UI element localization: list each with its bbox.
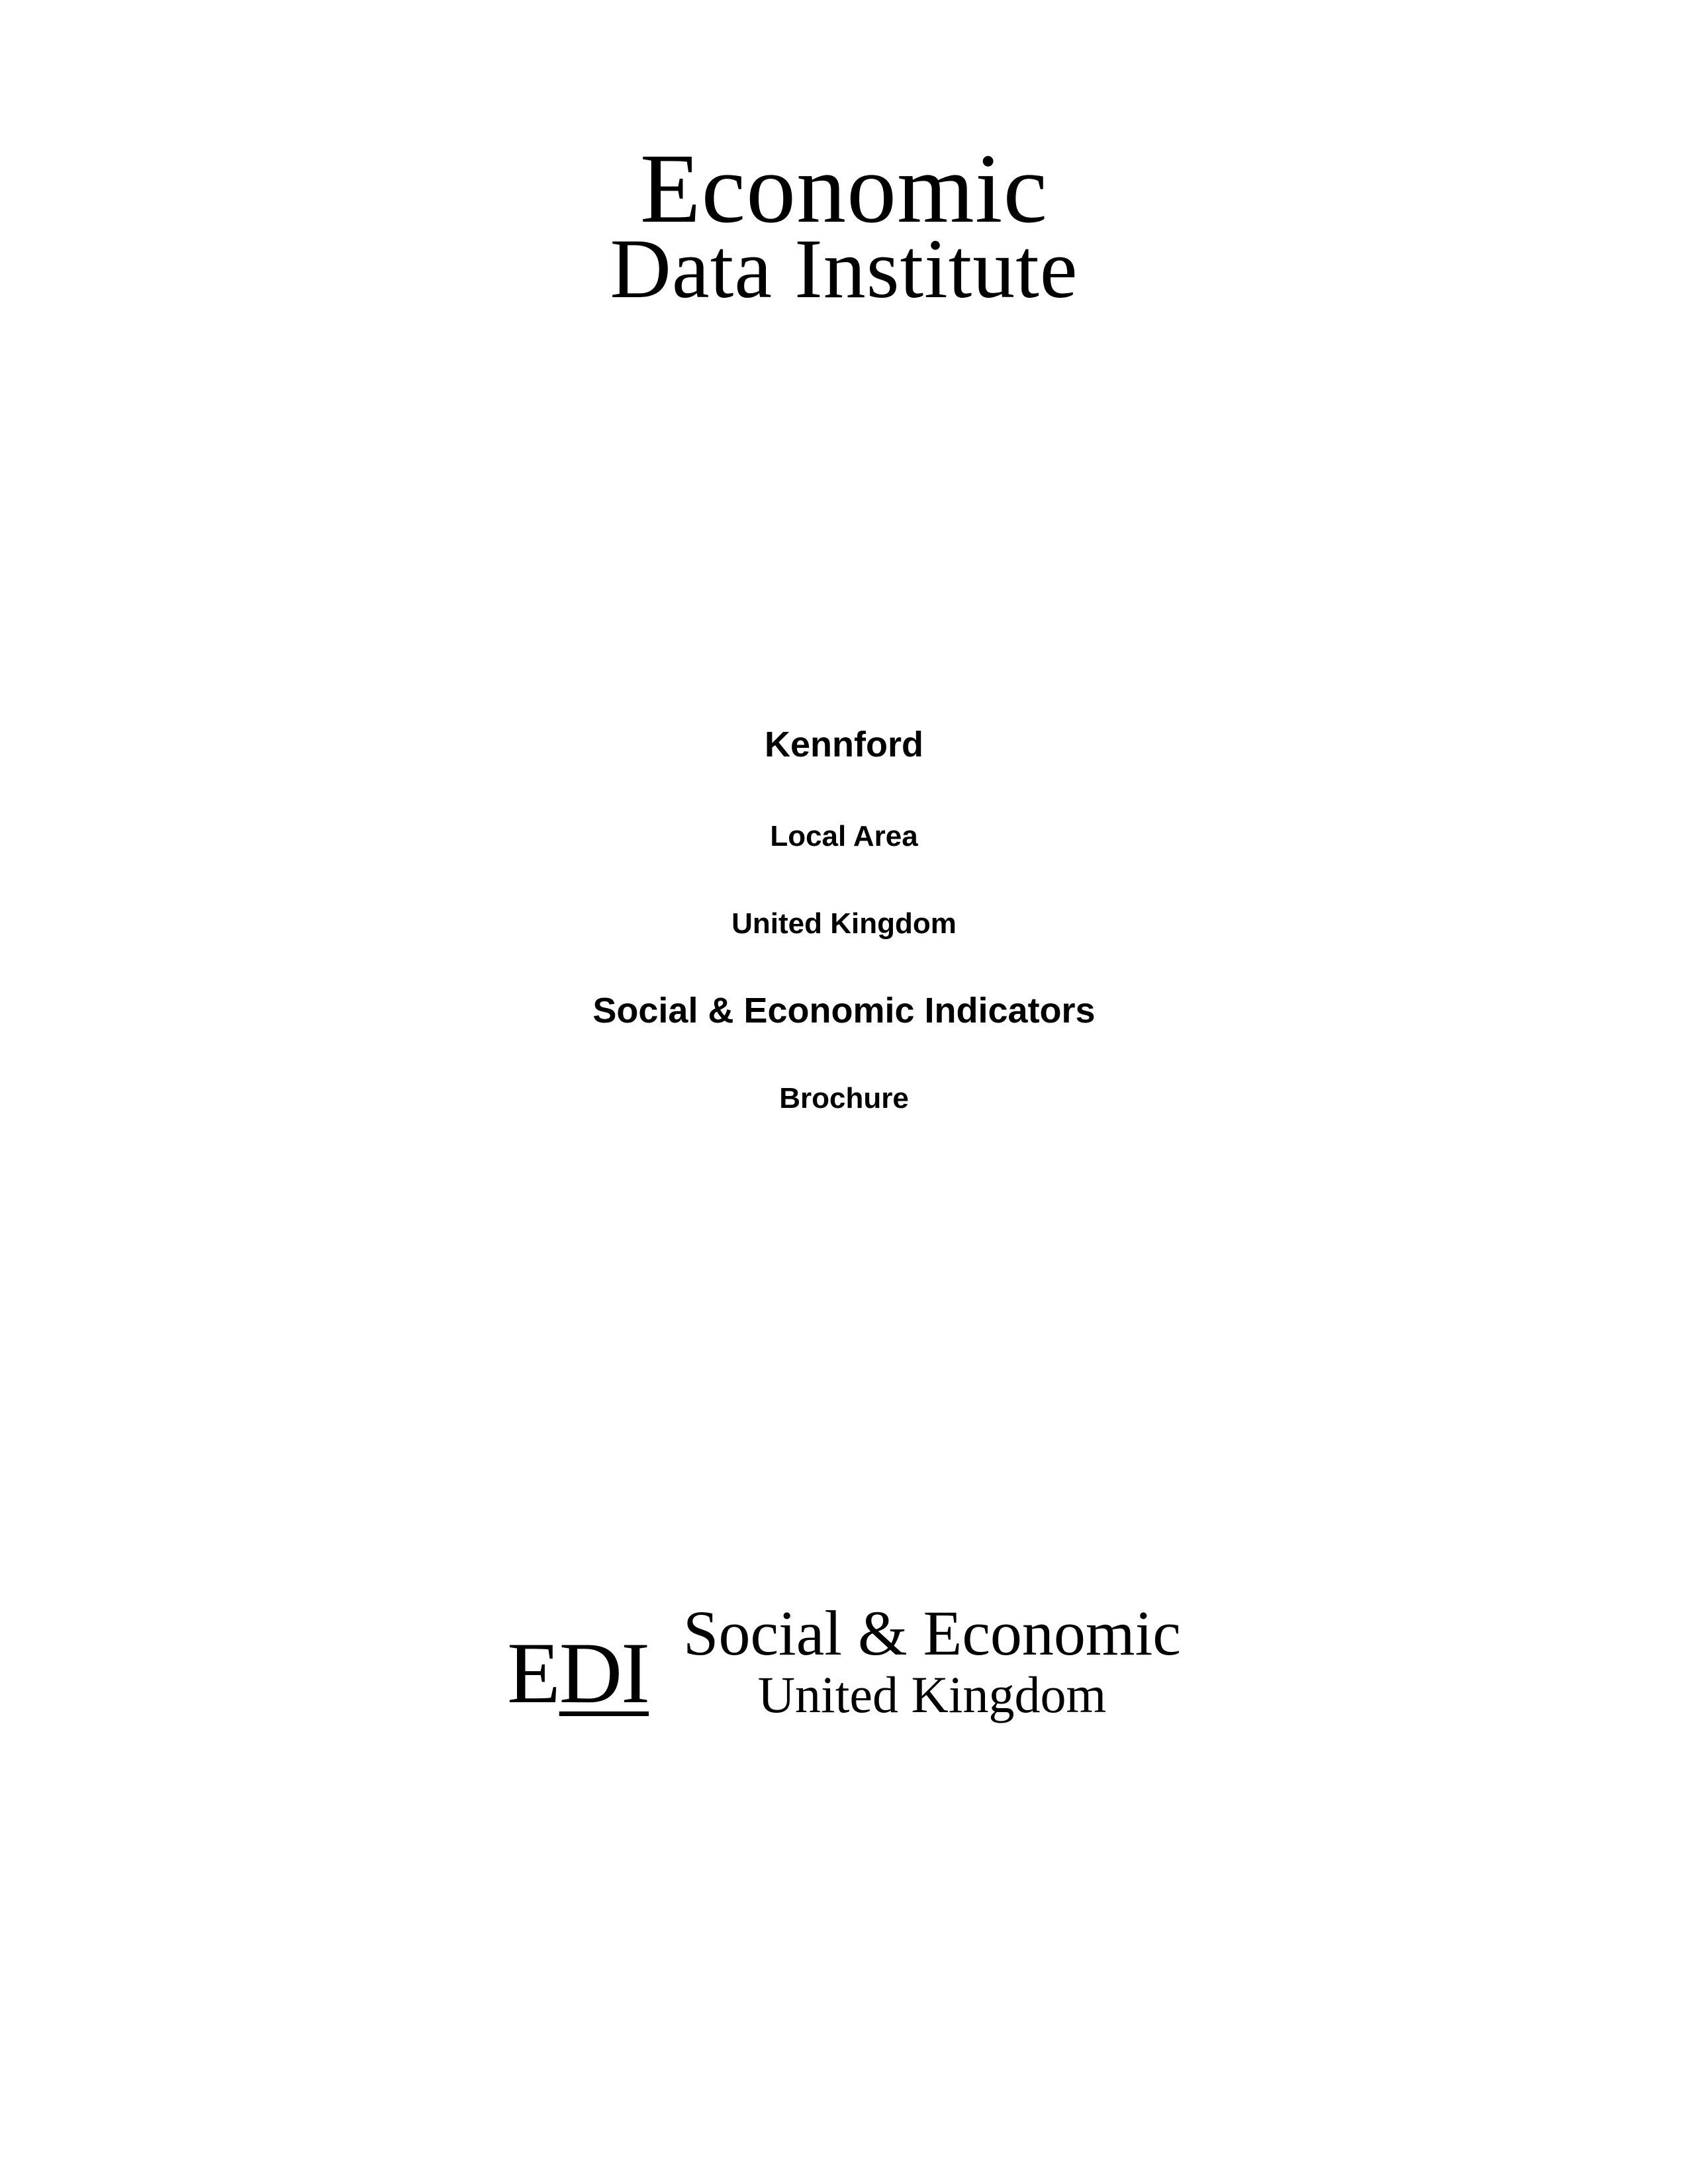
report-subject: Social & Economic Indicators (592, 991, 1096, 1030)
area-name: Kennford (765, 725, 923, 764)
footer-logo (0, 1598, 1688, 1725)
title-block (0, 727, 1688, 1113)
edi-letters-di: DI (559, 1624, 649, 1721)
country-name: United Kingdom (731, 907, 957, 940)
edi-monogram (507, 1624, 649, 1725)
area-type: Local Area (770, 820, 918, 852)
edi-wordmark-line2: United Kingdom (757, 1666, 1107, 1723)
edi-wordmark (683, 1598, 1181, 1723)
masthead-line-economic: Economic (639, 134, 1049, 244)
edi-letter-e: E (507, 1624, 559, 1721)
masthead-logo (0, 134, 1688, 316)
edi-wordmark-line1: Social & Economic (683, 1598, 1181, 1668)
masthead-line-data-institute: Data Institute (610, 222, 1078, 316)
document-type: Brochure (779, 1082, 909, 1115)
